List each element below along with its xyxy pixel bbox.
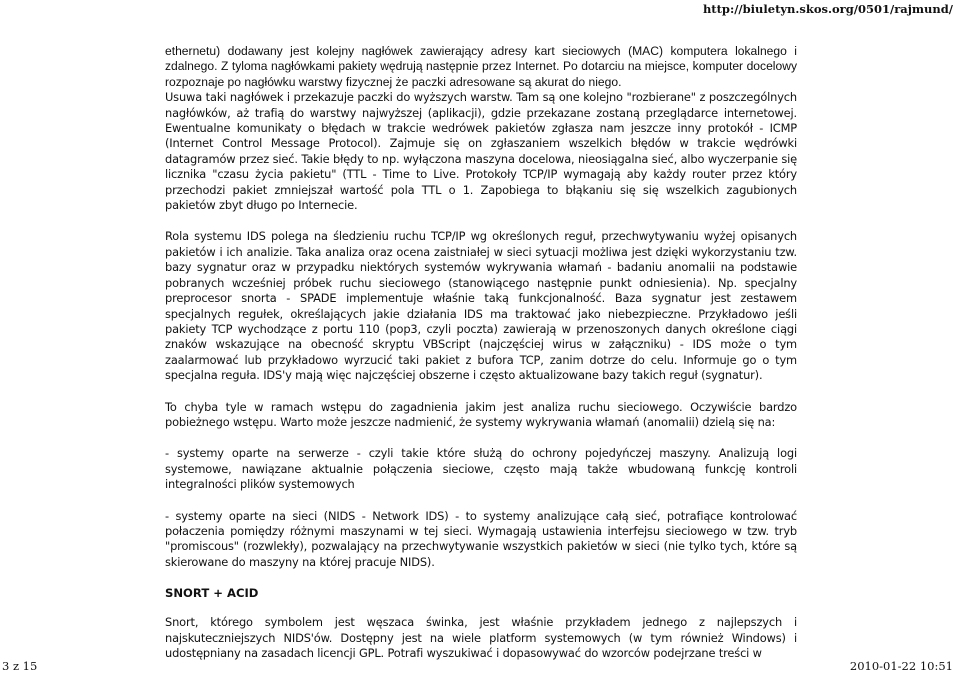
- page-url-header: http://biuletyn.skos.org/0501/rajmund/: [702, 2, 953, 16]
- section-heading: SNORT + ACID: [165, 586, 259, 601]
- paragraph-ethernet-intro: ethernetu) dodawany jest kolejny nagłówek zawierający adresy kart sieciowych (MAC) komputera lokalnego i zdalnego. Z tyloma nagłówkami pakiety wędrują następnie przez Internet. Po dotarciu na miejsce, komputer docelowy rozpoznaje po nagłówku warstwy fizycznej że paczki adresowane są akurat do niego.: [165, 44, 797, 89]
- paragraph-network-based: - systemy oparte na sieci (NIDS - Network IDS) - to systemy analizujące całą sieć, potrafiące kontrolować połaczenia pomiędzy różnymi maszynami w tej sieci. Wymagają ustawienia interfejsu sieciowego w tzw. tryb "promiscous" (rozwlekły), pozwalający na przechwytywanie wszystkich pakietów w sieci (nie tylko tych, które są skierowane do maszyny na której pracuje NIDS).: [165, 508, 797, 569]
- paragraph-host-based: - systemy oparte na serwerze - czyli takie które służą do ochrony pojedyńczej maszyny. Analizują logi systemowe, nawiązane aktualnie połączenia sieciowe, często mają także wbudowaną funkcję kontroli integralności plików systemowych: [165, 446, 797, 492]
- print-datetime: 2010-01-22 10:51: [849, 659, 953, 673]
- page-number: 3 z 15: [2, 659, 38, 673]
- document-body: [165, 44, 797, 661]
- paragraph-ethernet-continued: Usuwa taki nagłówek i przekazuje paczki do wyższych warstw. Tam są one kolejno "rozbierane" z poszczególnych nagłówków, aż trafią do warstwy najwyższej (aplikacji), gdzie przekazane zostaną przeglądarce internetowej. Ewentualne komunikaty o błędach w trakcie wedrówek pakietów zgłasza nam jeszcze inny protokół - ICMP (Internet Control Message Protocol). Zajmuje się on zgłaszaniem wszelkich błędów w trakcie wędrówki datagramów przez sieć. Takie błędy to np. wyłączona maszyna docelowa, nieosiągalna sieć, albo wyczerpanie się licznika "czasu życia pakietu" (TTL - Time to Live. Protokoły TCP/IP wymagają aby każdy router przez który przechodzi pakiet zmniejszał wartość pola TTL o 1. Zapobiega to błąkaniu się się wszelkich zagubionych pakietów zbyt długo po Internecie.: [165, 90, 797, 213]
- paragraph-snort: Snort, którego symbolem jest węszaca świnka, jest właśnie przykładem jednego z najlepszych i najskuteczniejszych NIDS'ów. Dostępny jest na wiele platform systemowych (w tym również Windows) i udostępniany na zasadach licencji GPL. Potrafi wyszukiwać i dopasowywać do wzorców podejrzane treści w: [165, 615, 797, 660]
- paragraph-ids-role: Rola systemu IDS polega na śledzieniu ruchu TCP/IP wg określonych reguł, przechwytywaniu wyżej opisanych pakietów i ich analizie. Taka analiza oraz ocena zaistniałej w sieci sytuacji możliwa jest dzięki wykorzystaniu tzw. bazy sygnatur oraz w przypadku niektórych systemów wykrywania włamań - badaniu anomalii na podstawie pobranych wcześniej próbek ruchu sieciowego (stanowiącego następnie punkt odniesienia). Np. specjalny preprocesor snorta - SPADE implementuje właśnie taką funkcjonalność. Baza sygnatur jest zestawem specjalnych regułek, określających jakie działania IDS ma traktować jako niebezpieczne. Przykładowo jeśli pakiety TCP wychodzące z portu 110 (pop3, czyli poczta) zawierają w przenoszonych danych określone ciągi znaków wskazujące na obecność skryptu VBScript (najczęściej wirus w załączniku) - IDS może o tym zaalarmować lub przykładowo wyrzucić taki pakiet z bufora TCP, zanim dotrze do celu. Informuje go o tym specjalna reguła. IDS'y mają więc najczęściej obszerne i często aktualizowane bazy takich reguł (sygnatur).: [165, 229, 797, 383]
- paragraph-intro-summary: To chyba tyle w ramach wstępu do zagadnienia jakim jest analiza ruchu sieciowego. Oczywiście bardzo pobieżnego wstępu. Warto może jeszcze nadmienić, że systemy wykrywania włamań (anomalii) dzielą się na:: [165, 399, 797, 429]
